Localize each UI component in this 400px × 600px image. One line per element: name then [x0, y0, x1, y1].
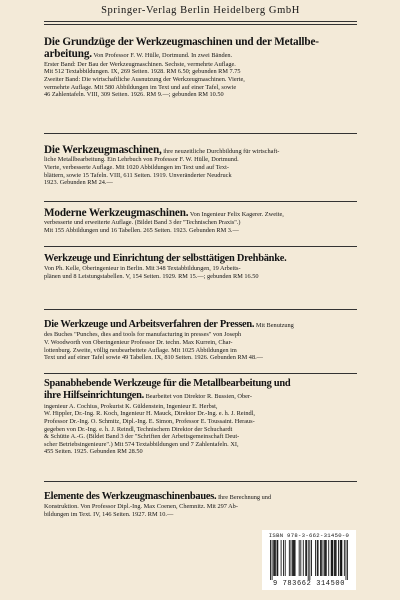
barcode-bar: [318, 540, 319, 576]
barcode-bar: [311, 540, 312, 576]
barcode-bar: [299, 540, 300, 576]
barcode-bar: [294, 540, 295, 576]
book-detail-line: Mit 512 Textabbildungen. IX, 269 Seiten. 1928. RM 6.50; gebunden RM 7.75: [44, 68, 241, 76]
book-detail-line: Von Ingenieur Felix Kagerer. Zweite,: [189, 211, 284, 218]
book-entry-elemente: [44, 491, 357, 519]
book-detail-line: 46 Zahlentafeln. VIII, 309 Seiten. 1926. RM 9.—; gebunden RM 10.50: [44, 91, 224, 99]
book-detail-line: gegeben von Dr.-Ing. e. h. J. Reindl, Technischem Direktor der Schuchardt: [44, 425, 233, 433]
barcode-bar: [344, 540, 345, 576]
book-author: Bearbeitet von Direktor R. Bussien, Ober-: [144, 393, 252, 401]
barcode-bar: [292, 540, 293, 576]
barcode-bar: [277, 540, 278, 576]
barcode-bar: [306, 540, 307, 576]
header-rule-bottom: [44, 24, 357, 25]
book-detail-line: Ihre Berechnung und: [217, 494, 272, 501]
book-detail-line: Mit 155 Abbildungen und 16 Tabellen. 265 Seiten. 1923. Gebunden RM 3.—: [44, 227, 239, 234]
book-title: Die Grundzüge der Werkzeugmaschinen und der Metallbe-: [44, 36, 319, 48]
book-detail-line: ihre neuzeitliche Durchbildung für wirtschaft-: [163, 148, 280, 155]
book-detail-line: des Buches "Punches, dies and tools for manufacturing in presses" von Joseph: [44, 331, 242, 339]
book-detail-line: Professor Dr.-Ing. O. Schmitz, Dipl.-Ing. E. Simon, Professor E. Toussaint. Heraus-: [44, 418, 255, 425]
barcode-bar: [325, 540, 326, 576]
barcode-bar: [335, 540, 336, 576]
book-title: Elemente des Werkzeugmaschinenbaues.: [44, 491, 217, 502]
entry-divider: [44, 481, 357, 482]
barcode-bar: [281, 540, 282, 576]
book-detail-line: Erster Band: Der Bau der Werkzeugmaschinen. Sechste, vermehrte Auflage.: [44, 60, 236, 68]
book-title: Die Werkzeugmaschinen,: [44, 144, 162, 156]
entry-divider: [44, 133, 357, 134]
barcode-bar: [289, 540, 290, 576]
barcode-bar: [303, 540, 304, 576]
barcode-bar: [341, 540, 342, 576]
barcode-bar: [341, 540, 342, 576]
barcode-bars: [270, 540, 348, 580]
book-detail-line: bildungen im Text. IV, 146 Seiten. 1927. RM 10.—: [44, 511, 174, 518]
barcode-bar: [308, 540, 309, 580]
barcode-bar: [338, 540, 339, 576]
barcode-bar: [274, 540, 275, 576]
book-detail-line: plänen und 8 Leistungstabellen. V, 154 Seiten. 1929. RM 15.—; gebunden RM 16.50: [44, 273, 259, 280]
barcode-bar: [332, 540, 333, 576]
book-detail-line: Von Ph. Kelle, Oberingenieur in Berlin. Mit 348 Textabbildungen, 19 Arbeits-: [44, 265, 241, 273]
publisher-header: Springer-Verlag Berlin Heidelberg GmbH: [101, 5, 300, 16]
book-detail-line: & Schütte A.-G. (Bildet Band 3 der "Schriften der Arbeitsgemeinschaft Deut-: [44, 433, 240, 441]
barcode-bar: [328, 540, 329, 576]
barcode-bar: [295, 540, 296, 576]
book-detail-line: ingenieur A. Cochius, Prokurist K. Güldenstein, Ingenieur E. Herbst,: [44, 402, 218, 410]
book-title: Moderne Werkzeugmaschinen.: [44, 207, 189, 219]
barcode-bar: [309, 540, 310, 580]
book-author: Von Professor F. W. Hülle, Dortmund. In zwei Bänden.: [91, 52, 233, 60]
barcode-bar: [275, 540, 276, 576]
barcode-bar: [321, 540, 322, 576]
book-detail-line: Konstruktion. Von Professor Dipl.-Ing. Max Coenen, Chemnitz. Mit 297 Ab-: [44, 503, 238, 511]
barcode-bar: [324, 540, 325, 576]
barcode-bar: [277, 540, 278, 576]
book-detail-line: vermehrte Auflage. Mit 580 Abbildungen im Text und auf einer Tafel, sowie: [44, 83, 237, 91]
book-title: Die Werkzeuge und Arbeitsverfahren der Pressen.: [44, 319, 255, 330]
barcode-bar: [346, 540, 347, 580]
book-detail-line: Vierte, verbesserte Auflage. Mit 1020 Abbildungen im Text und auf Text-: [44, 164, 229, 171]
book-detail-line: 1923. Gebunden RM 24.—: [44, 179, 113, 187]
book-title: Spanabhebende Werkzeuge für die Metallbearbeitung und: [44, 378, 291, 389]
barcode-bar: [336, 540, 337, 576]
book-entry-pressen: [44, 319, 357, 362]
entry-divider: [44, 201, 357, 202]
barcode-bar: [291, 540, 292, 576]
barcode-bar: [315, 540, 316, 576]
book-detail-line: scher Betriebsingenieure".) Mit 574 Textabbildungen und 7 Zahlentafeln. XI,: [44, 440, 239, 448]
book-detail-line: blättern, sowie 15 Tafeln. VIII, 611 Seiten. 1919. Unveränderter Neudruck: [44, 171, 232, 179]
book-detail-line: Zweiter Band: Die wirtschaftliche Ausnutzung der Werkzeugmaschinen. Vierte,: [44, 76, 245, 83]
barcode-bar: [272, 540, 273, 580]
barcode-bar: [305, 540, 306, 576]
book-entry-moderne: [44, 207, 357, 235]
book-detail-line: 455 Seiten. 1925. Gebunden RM 28.50: [44, 448, 143, 456]
barcode-bar: [332, 540, 333, 576]
barcode-bar: [331, 540, 332, 576]
book-title-continued: ihre Hilfseinrichtungen.: [44, 390, 145, 402]
barcode-bar: [293, 540, 294, 576]
book-detail-line: lottenburg. Zweite, völlig neubearbeitete Auflage. Mit 1025 Abbildungen im: [44, 346, 237, 354]
book-detail-line: Mit Benutzung: [255, 322, 294, 329]
barcode-bar: [283, 540, 284, 576]
book-detail-line: liche Metallbearbeitung. Ein Lehrbuch von Professor F. W. Hülle, Dortmund.: [44, 156, 239, 164]
barcode-bar: [285, 540, 286, 576]
book-entry-spanabhebende: [44, 378, 357, 456]
barcode-bar: [270, 540, 271, 580]
barcode-bar: [326, 540, 327, 576]
entry-divider: [44, 246, 357, 247]
entry-divider: [44, 309, 357, 310]
entry-divider: [44, 373, 357, 374]
book-title-continued: arbeitung.: [44, 48, 92, 61]
header-rule-top: [44, 21, 357, 22]
barcode-bar: [273, 540, 274, 576]
barcode-bar: [340, 540, 341, 576]
barcode-bar: [300, 540, 301, 576]
book-entry-werkzeugmaschinen: [44, 144, 357, 187]
book-detail-line: verbesserte und erweiterte Auflage. (Bildet Band 3 der "Technischen Praxis".): [44, 219, 241, 227]
barcode-bar: [317, 540, 318, 576]
barcode-bar: [320, 540, 321, 576]
isbn-label: ISBN 978-3-662-31450-0: [268, 532, 350, 539]
book-entry-drehbaenke: [44, 253, 357, 281]
isbn-barcode: [262, 530, 356, 590]
barcode-bar: [323, 540, 324, 576]
book-detail-line: W. Hippler, Dr.-Ing. R. Koch, Ingenieur H. Mauck, Direktor Dr.-Ing. e. h. J. Reindl,: [44, 410, 255, 418]
book-detail-line: Text und auf einer Tafel sowie 49 Tabellen. IX, 810 Seiten. 1926. Gebunden RM 48.—: [44, 354, 263, 362]
barcode-bar: [347, 540, 348, 580]
book-detail-line: V. Woodworth von Oberingenieur Professor Dr. techn. Max Kurrein, Char-: [44, 339, 233, 346]
book-entry-grundzuege: [44, 36, 357, 99]
barcode-bar: [334, 540, 335, 576]
book-title: Werkzeuge und Einrichtung der selbsttätigen Drehbänke.: [44, 253, 287, 264]
barcode-digits: 9 783662 314500: [272, 580, 345, 588]
